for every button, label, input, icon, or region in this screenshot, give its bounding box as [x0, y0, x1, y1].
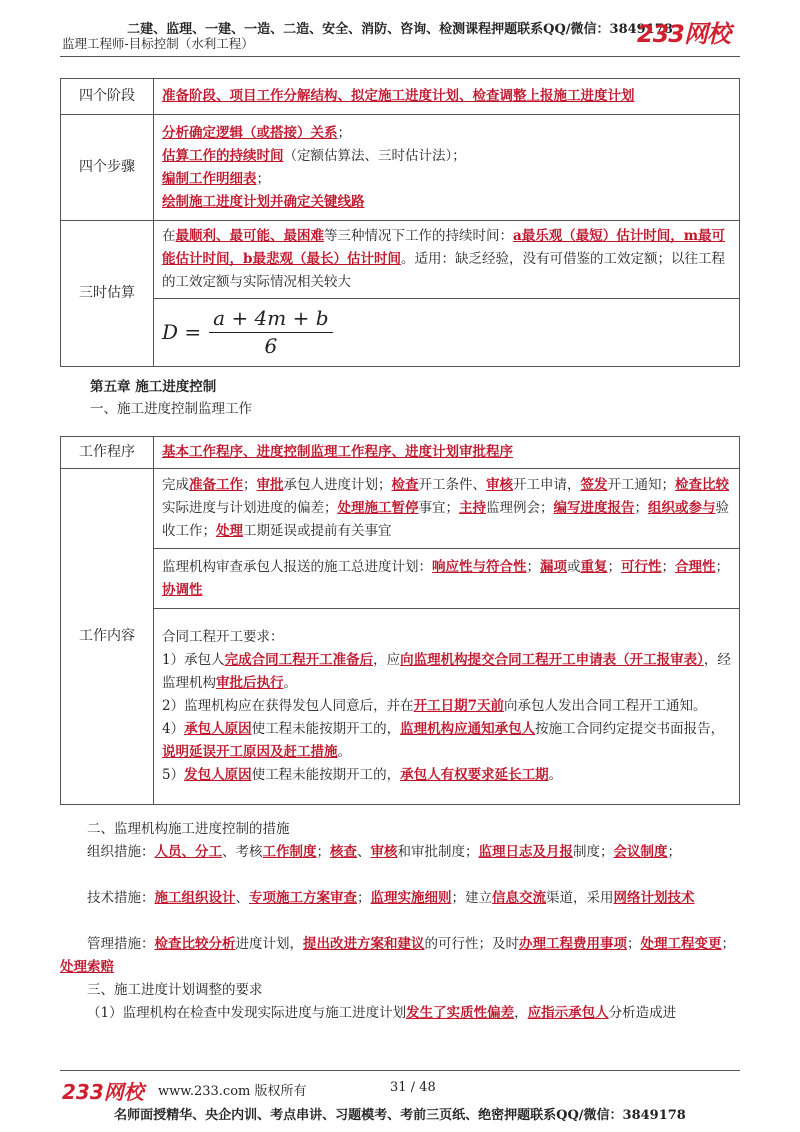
row-label-three-time: 三时估算 — [61, 221, 154, 367]
three-time-cell: 在最顺利、最可能、最困难等三种情况下工作的持续时间：a最乐观（最短）估计时间，m最可能估计时间，b最悲观（最长）估计时间。适用：缺乏经验，没有可借鉴的工效定额；以往工程的工效定额与实际情况相关较大 — [154, 221, 740, 299]
row-label-stages: 四个阶段 — [61, 79, 154, 115]
content-cell-2: 监理机构审查承包人报送的施工总进度计划：响应性与符合性；漏项或重复；可行性；合理性；协调性 — [154, 549, 740, 609]
section-2-title: 二、监理机构施工进度控制的措施 — [87, 821, 290, 837]
row-label-procedure: 工作程序 — [61, 437, 154, 469]
header-subtitle: 监理工程师-目标控制（水利工程） — [62, 36, 254, 51]
content-cell-3: 合同工程开工要求： 1）承包人完成合同工程开工准备后，应向监理机构提交合同工程开工申请表（开工报审表），经监理机构审批后执行。 2）监理机构应在获得发包人同意后，并在开工日期7天前向承包人发出合同工程开工通知。 4）承包人原因使工程未能按期开工的，监理机构应通知承包人按施工合同约定提交书面报告，说明延误开工原因及赶工措施。 5）发包人原因使工程未能按期开工的，承包人有权要求延长工期。 — [154, 609, 740, 805]
row-label-content: 工作内容 — [61, 469, 154, 805]
content-cell-1: 完成准备工作；审批承包人进度计划；检查开工条件、审核开工申请，签发开工通知；检查比较实际进度与计划进度的偏差；处理施工暂停事宜；主持监理例会；编写进度报告；组织或参与验收工作；处理工期延误或提前有关事宜 — [154, 469, 740, 549]
footer-promo: 名师面授精华、央企内训、考点串讲、习题模考、考前三页纸、绝密押题联系QQ/微信：3849178 — [114, 1108, 686, 1123]
estimation-table — [60, 78, 740, 367]
mgmt-measures: 管理措施：检查比较分析进度计划，提出改进方案和建议的可行性；及时办理工程费用事项；处理工程变更；处理索赔 — [60, 936, 735, 975]
row-label-steps: 四个步骤 — [61, 115, 154, 221]
stages-cell: 准备阶段、项目工作分解结构、拟定施工进度计划、检查调整上报施工进度计划 — [154, 79, 740, 115]
tech-measures: 技术措施：施工组织设计、专项施工方案审查；监理实施细则；建立信息交流渠道，采用网络计划技术 — [87, 890, 695, 906]
page-number: 31 / 48 — [390, 1080, 436, 1095]
duration-formula: D = $\frac{a + 4m + b}{6}$ — [162, 307, 731, 358]
section-1-title: 一、施工进度控制监理工作 — [90, 401, 252, 417]
footer-divider — [60, 1070, 740, 1071]
section-3-para: （1）监理机构在检查中发现实际进度与施工进度计划发生了实质性偏差，应指示承包人分析造成进 — [87, 1005, 677, 1021]
header-logo: 233网校 — [636, 20, 730, 48]
chapter-title: 第五章 施工进度控制 — [90, 379, 217, 395]
org-measures: 组织措施：人员、分工、考核工作制度；核查、审核和审批制度；监理日志及月报制度；会议制度； — [87, 844, 681, 860]
steps-cell: 分析确定逻辑（或搭接）关系； 估算工作的持续时间（定额估算法、三时估计法）； 编制工作明细表； 绘制施工进度计划并确定关键线路 — [154, 115, 740, 221]
header-promo: 二建、监理、一建、一造、二造、安全、消防、咨询、检测课程押题联系QQ/微信：3849178 — [127, 22, 673, 37]
procedure-cell: 基本工作程序、进度控制监理工作程序、进度计划审批程序 — [154, 437, 740, 469]
procedure-table — [60, 436, 740, 805]
header-divider — [60, 56, 740, 57]
formula-cell — [154, 299, 740, 367]
footer-site: www.233.com 版权所有 — [158, 1084, 307, 1099]
section-3-title: 三、施工进度计划调整的要求 — [87, 982, 263, 998]
footer-logo: 233网校 — [62, 1080, 144, 1104]
